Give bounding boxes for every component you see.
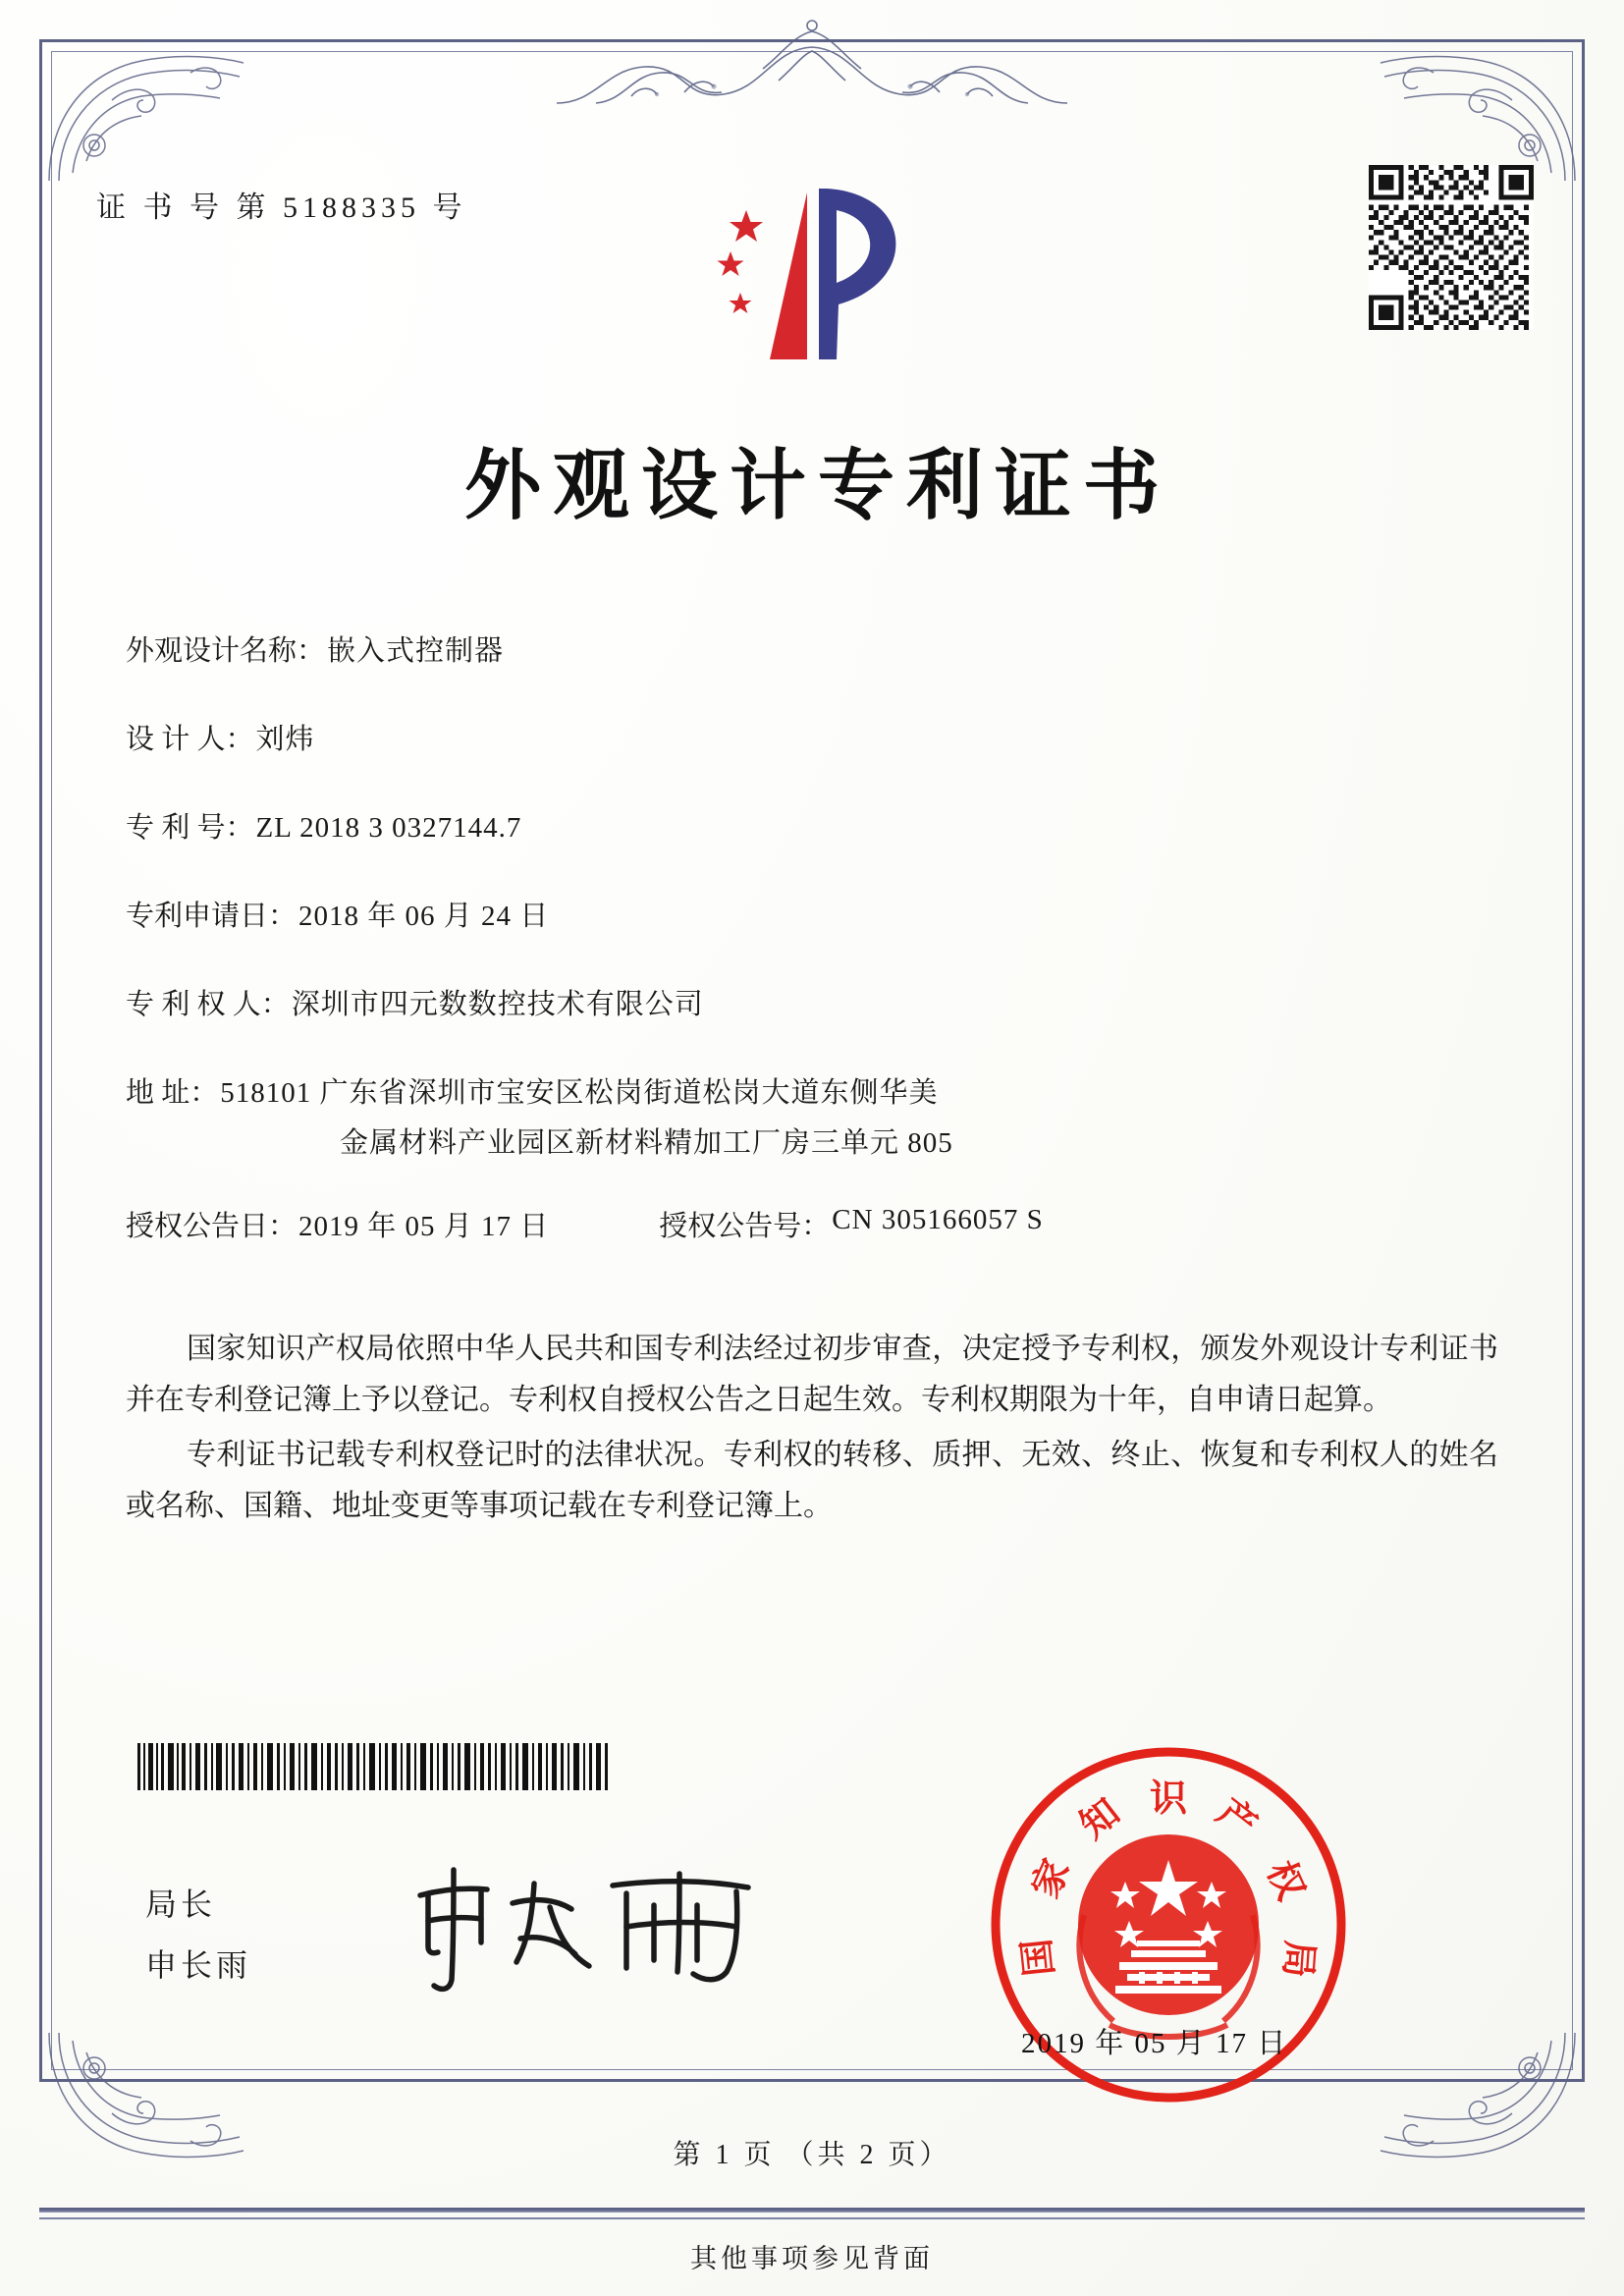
handwritten-signature-icon (403, 1844, 795, 2001)
grant-number-label: 授权公告号： (659, 1211, 831, 1242)
patent-number-label: 专 利 号： (126, 812, 254, 844)
director-signature-block (145, 1874, 251, 1995)
field-patentee (126, 982, 1506, 1022)
certificate-body (126, 1324, 1498, 1536)
field-grant-row (126, 1204, 1506, 1244)
design-name-label: 外观设计名称： (126, 635, 326, 667)
application-date-label: 专利申请日： (126, 901, 298, 932)
patent-fields (126, 629, 1506, 1282)
grant-row-gap (549, 1204, 659, 1244)
grant-number-value: CN 305166057 S (832, 1204, 1044, 1235)
address-line-1: 518101 广东省深圳市宝安区松岗街道松岗大道东侧华美 (220, 1077, 939, 1109)
svg-text:局: 局 (1275, 1939, 1321, 1980)
patentee-label: 专 利 权 人： (126, 989, 290, 1020)
page-indicator: 第 1 页 （共 2 页） (673, 2140, 951, 2170)
field-patent-number (126, 805, 1506, 846)
designer-label: 设 计 人： (126, 724, 254, 755)
svg-text:识: 识 (1149, 1778, 1188, 1820)
qr-code-icon (1369, 165, 1534, 330)
footer-rule-thin (39, 2217, 1585, 2219)
svg-text:知: 知 (1072, 1791, 1128, 1847)
svg-text:国: 国 (1016, 1937, 1061, 1979)
page-title: 外观设计专利证书 (463, 443, 1171, 528)
patentee-value: 深圳市四元数数控技术有限公司 (291, 989, 704, 1020)
address-line-2: 金属材料产业园区新材料精加工厂房三单元 805 (340, 1127, 953, 1159)
body-paragraph-1: 国家知识产权局依照中华人民共和国专利法经过初步审查，决定授予专利权，颁发外观设计专利证书并在专利登记簿上予以登记。专利权自授权公告之日起生效。专利权期限为十年，自申请日起算。 (126, 1333, 1498, 1416)
barcode-icon (137, 1743, 609, 1790)
patent-number-value: ZL 2018 3 0327144.7 (255, 812, 522, 844)
svg-text:权: 权 (1259, 1855, 1312, 1907)
director-title-label: 局长 (145, 1886, 217, 1922)
body-paragraph-2: 专利证书记载专利权登记时的法律状况。专利权的转移、质押、无效、终止、恢复和专利权人的姓名或名称、国籍、地址变更等事项记载在专利登记簿上。 (126, 1439, 1498, 1522)
field-designer (126, 717, 1506, 757)
seal-date: 2019 年 05 月 17 日 (1021, 2028, 1288, 2059)
cnipa-logo-icon (689, 167, 935, 368)
grant-date-label: 授权公告日： (126, 1211, 298, 1242)
field-address (126, 1070, 1506, 1111)
application-date-value: 2018 年 06 月 24 日 (298, 901, 550, 932)
top-ornament-icon (537, 10, 1087, 113)
designer-value: 刘炜 (255, 724, 315, 755)
address-label: 地 址： (126, 1077, 219, 1109)
footer-rule-thick (39, 2208, 1585, 2213)
certificate-number: 证 书 号 第 5188335 号 (96, 191, 467, 224)
design-name-value: 嵌入式控制器 (327, 635, 505, 667)
director-name: 申长雨 (145, 1947, 252, 1983)
field-design-name (126, 629, 1506, 669)
field-application-date (126, 894, 1506, 934)
corner-ornament-top-left-icon (43, 43, 249, 191)
svg-text:产: 产 (1209, 1791, 1265, 1847)
grant-date-value: 2019 年 05 月 17 日 (298, 1211, 550, 1242)
back-side-note: 其他事项参见背面 (690, 2244, 934, 2273)
svg-text:家: 家 (1025, 1853, 1078, 1905)
